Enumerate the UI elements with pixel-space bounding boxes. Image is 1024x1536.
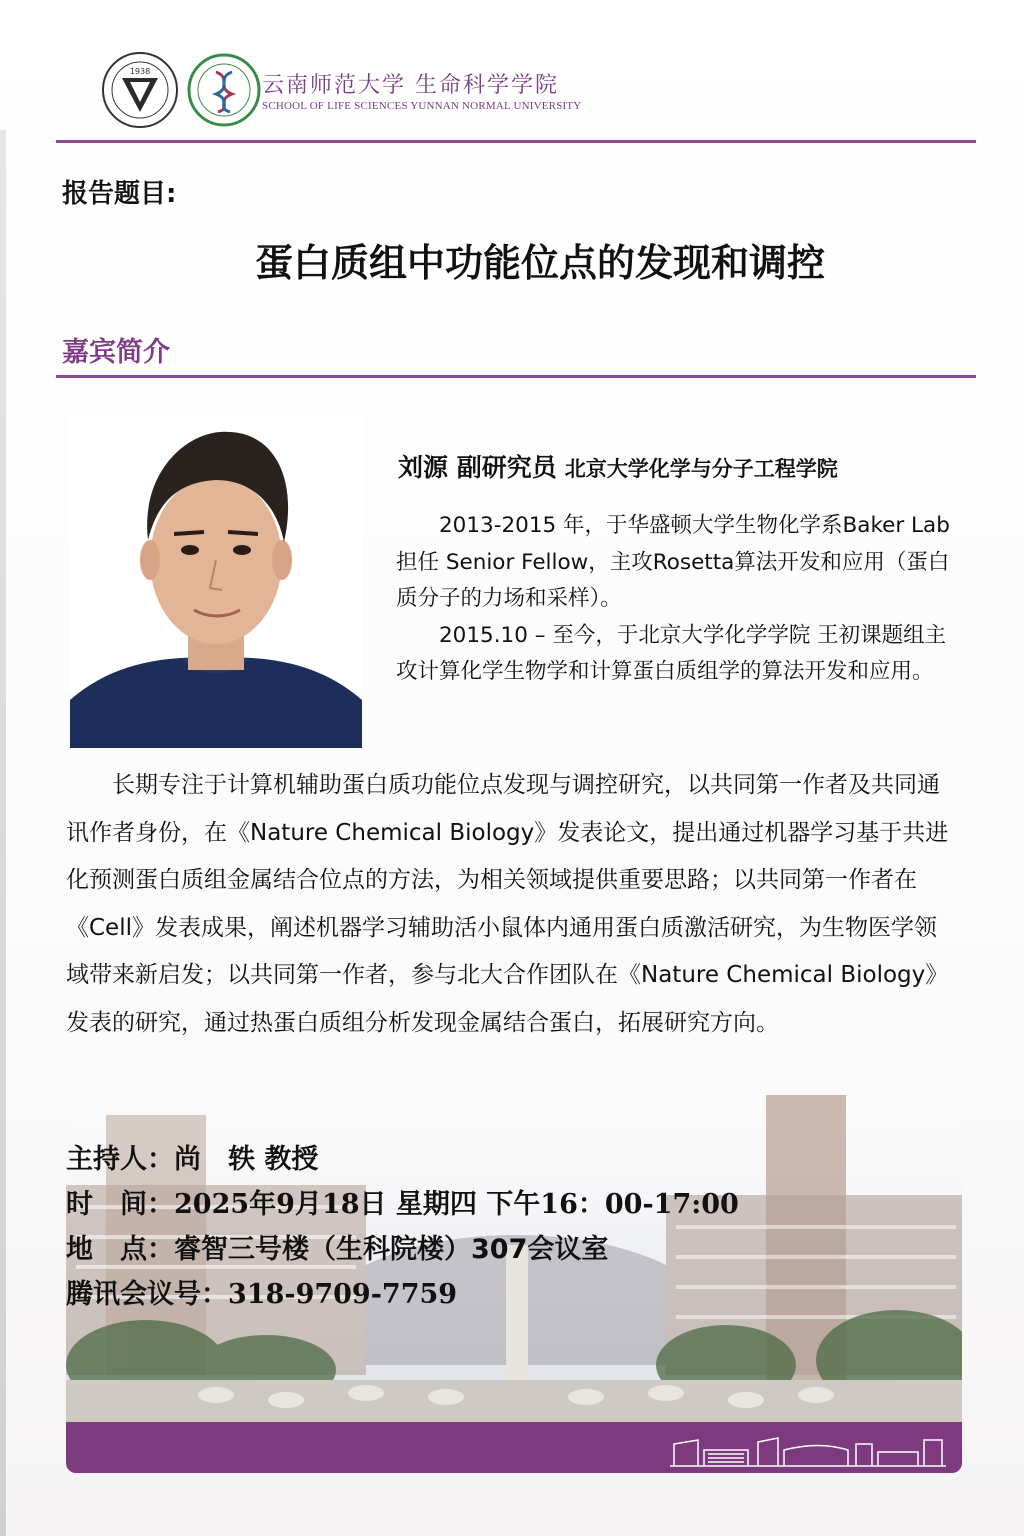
speaker-heading [398, 448, 838, 484]
speaker-name: 刘源 副研究员 [398, 453, 557, 482]
host-value: 尚 轶 教授 [174, 1144, 319, 1175]
university-logo-icon [100, 50, 180, 130]
time-label: 时 间： [66, 1189, 174, 1220]
college-name-en: SCHOOL OF LIFE SCIENCES YUNNAN NORMAL UNIVERSITY [262, 100, 582, 112]
time-value: 2025年9月18日 星期四 下午16：00-17:00 [174, 1189, 739, 1220]
header-divider [56, 140, 976, 143]
meeting-label: 腾讯会议号： [66, 1279, 228, 1310]
research-summary: 长期专注于计算机辅助蛋白质功能位点发现与调控研究，以共同第一作者及共同通讯作者身份，在《Nature Chemical Biology》发表论文，提出通过机器学习基于共进化预测蛋白质组金属结合位点的方法，为相关领域提供重要思路；以共同第一作者在《Cell》发表成果，阐述机器学习辅助活小鼠体内通用蛋白质激活研究，为生物医学领域带来新启发；以共同第一作者，参与北大合作团队在《Nature Chemical Biology》发表的研究，通过热蛋白质组分析发现金属结合蛋白，拓展研究方向。 [66, 772, 949, 1036]
host-line [66, 1137, 318, 1176]
campus-skyline-icon [668, 1430, 948, 1468]
place-label: 地 点： [66, 1234, 174, 1265]
guest-divider [56, 375, 976, 378]
host-label: 主持人： [66, 1144, 174, 1175]
meeting-line [66, 1272, 457, 1311]
meeting-id: 318-9709-7759 [228, 1279, 458, 1310]
college-logo-icon [186, 52, 262, 128]
speaker-portrait [70, 410, 362, 748]
bio-paragraph: 2013-2015 年，于华盛顿大学生物化学系Baker Lab担任 Senior Fellow，主攻Rosetta算法开发和应用（蛋白质分子的力场和采样）。 [396, 513, 950, 611]
time-line [66, 1182, 739, 1221]
place-value: 睿智三号楼（生科院楼）307会议室 [174, 1234, 609, 1265]
svg-text:1938: 1938 [129, 67, 151, 76]
report-title: 蛋白质组中功能位点的发现和调控 [254, 241, 825, 285]
guest-section-label: 嘉宾简介 [62, 337, 170, 368]
page-edge-shadow [0, 130, 6, 1536]
speaker-bio [396, 508, 961, 691]
topic-label: 报告题目: [62, 179, 177, 209]
place-line [66, 1227, 608, 1266]
speaker-affiliation: 北京大学化学与分子工程学院 [564, 457, 838, 481]
college-name-cn: 云南师范大学 生命科学学院 [262, 73, 559, 98]
footer-band [66, 1422, 962, 1473]
header [100, 40, 700, 130]
bio-paragraph: 2015.10 – 至今，于北京大学化学学院 王初课题组主攻计算化学生物学和计算蛋白质组学的算法开发和应用。 [396, 622, 947, 684]
